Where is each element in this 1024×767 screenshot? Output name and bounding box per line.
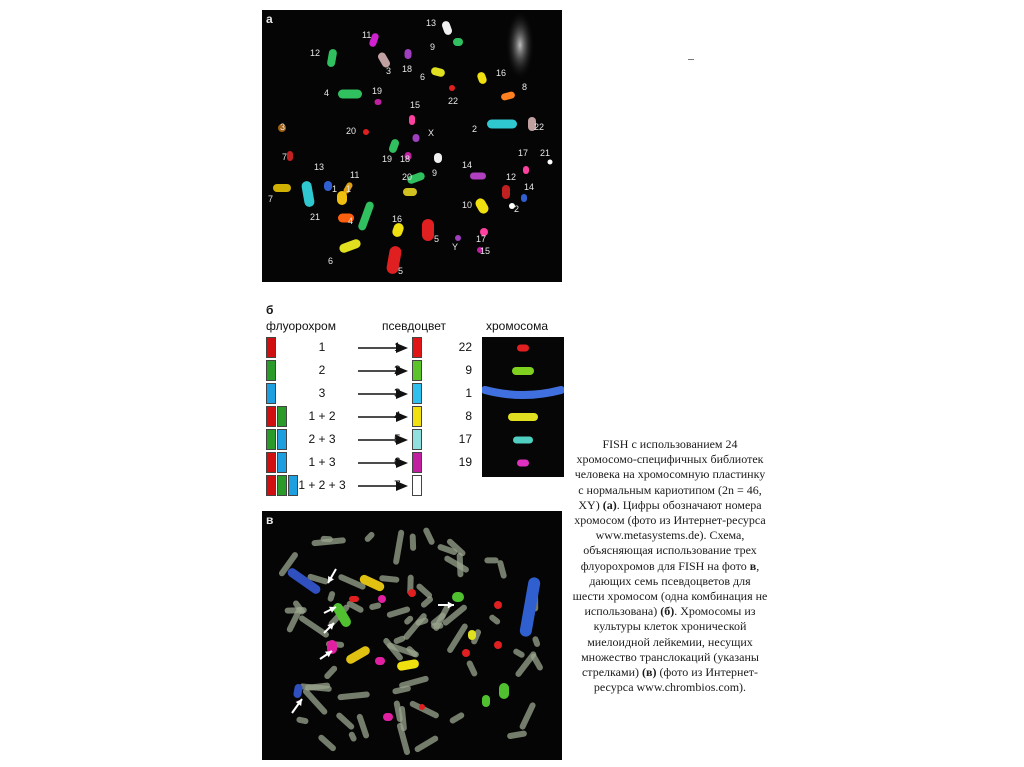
chromosome-mark bbox=[532, 635, 541, 647]
pseudocolor-swatch bbox=[412, 337, 422, 358]
fluorochrome-combination: 1 + 2 + 3 bbox=[298, 478, 346, 492]
header-fluorochrome: флуорохром bbox=[266, 319, 336, 333]
chromosome-mark bbox=[494, 601, 502, 609]
chromosome-mark bbox=[363, 531, 375, 544]
chromosome-number-label: 9 bbox=[432, 168, 438, 178]
chromosome-number-label: 1 bbox=[332, 184, 338, 194]
chromosome-number: 9 bbox=[465, 363, 472, 377]
chromosome-mark bbox=[449, 711, 466, 724]
chromosome-number-label: 3 bbox=[280, 122, 286, 132]
chromosome-number-label: 1 bbox=[346, 184, 352, 194]
pseudocolor-swatch bbox=[412, 452, 422, 473]
chromosome-number-label: 14 bbox=[524, 182, 535, 192]
chromosome-number-label: 17 bbox=[476, 234, 487, 244]
chromosome-mark bbox=[521, 194, 527, 202]
chromosome-number-label: 10 bbox=[462, 200, 473, 210]
chromosome-number-label: 2 bbox=[514, 204, 520, 214]
chromosome-mark bbox=[523, 166, 529, 174]
caption-part-4: . Хромосомы из культуры клеток хронической миелоидной лейкемии, несущих множество транслокаций (указаны стрелками) bbox=[581, 604, 759, 680]
pseudocolor-number: 3 bbox=[394, 386, 401, 400]
chromosome-mark bbox=[302, 687, 329, 716]
header-chromosome: хромосома bbox=[486, 319, 549, 333]
chromosome-number-label: 18 bbox=[402, 64, 413, 74]
chromosome-mark bbox=[430, 66, 446, 77]
chromosome-mark bbox=[488, 613, 501, 625]
chromosome-number-label: 7 bbox=[282, 152, 288, 162]
chromosome-number-label: 9 bbox=[430, 42, 436, 52]
caption-part-2: . Цифры обозначают номера хромосом (фото из Интернет-ресурса www.metasystems.de). Схема, объясняющая использование трех флуорохромов для FISH на фото bbox=[574, 497, 766, 573]
chromosome-mark bbox=[413, 134, 420, 142]
chromosome-mark bbox=[434, 153, 442, 163]
metaphase-photo-c bbox=[262, 511, 562, 760]
chromosome-mark bbox=[462, 649, 470, 657]
chromosome-mark bbox=[474, 197, 491, 216]
chromosome-mark bbox=[273, 184, 291, 192]
chromosome-mark bbox=[301, 180, 315, 207]
chromosome-mark bbox=[338, 90, 362, 99]
chromosome-mark bbox=[298, 614, 330, 638]
chromosome-mark bbox=[317, 733, 337, 752]
chromosome-number-label: 6 bbox=[420, 72, 426, 82]
chromosome-mark bbox=[293, 683, 303, 698]
chromosome-number-label: 13 bbox=[426, 18, 437, 28]
chromosome-mark bbox=[324, 181, 332, 191]
chromosome-mark bbox=[484, 557, 498, 563]
chromosome-mark bbox=[408, 589, 416, 597]
chromosome-mark bbox=[338, 238, 362, 254]
chromosome-number-label: 13 bbox=[314, 162, 325, 172]
chromosome-stack bbox=[482, 337, 564, 477]
chromosome-mark bbox=[519, 701, 537, 730]
chromosome-mark bbox=[455, 235, 461, 241]
panel-letter-a: а bbox=[266, 12, 273, 26]
chromosome-mark bbox=[487, 120, 517, 129]
chromosome-mark bbox=[422, 219, 434, 241]
chromosome-mark bbox=[344, 645, 371, 666]
chromosome-number-label: 6 bbox=[328, 256, 334, 266]
chromosome-mark bbox=[337, 691, 370, 700]
chromosome-mark bbox=[386, 606, 411, 619]
translocation-arrow-icon bbox=[324, 623, 334, 633]
chromosome-number-label: 7 bbox=[268, 194, 274, 204]
chromosome-mark bbox=[391, 222, 405, 239]
fluorochrome-combination: 1 bbox=[318, 340, 326, 354]
chromosome-mark bbox=[379, 575, 400, 583]
karyotype-photo-a bbox=[262, 10, 562, 282]
chromosome-mark bbox=[419, 704, 425, 710]
chromosome-mark bbox=[499, 683, 509, 699]
panel-letter-c: в bbox=[266, 513, 274, 527]
chromosome-number: 17 bbox=[458, 432, 472, 446]
fluorochrome-swatch bbox=[266, 429, 276, 450]
chromosome-mark bbox=[327, 590, 336, 602]
chromosome-mark bbox=[443, 555, 470, 574]
chromosome-mark bbox=[409, 700, 440, 719]
chromosome-mark bbox=[512, 648, 526, 659]
caption-part-5: (фото из Интернет-ресурса www.chrombios.com). bbox=[593, 665, 759, 695]
chromosome-mark bbox=[500, 91, 515, 101]
pseudocolor-number: 2 bbox=[394, 363, 401, 377]
chromosome-number-label: 11 bbox=[350, 170, 360, 180]
chromosome-number-label: 8 bbox=[522, 82, 528, 92]
chromosome-mark bbox=[285, 607, 307, 614]
pseudocolor-number: 4 bbox=[394, 409, 401, 423]
chromosome-mark bbox=[369, 602, 382, 611]
pseudocolor-number: 1 bbox=[394, 340, 401, 354]
chromosome-number-label: Y bbox=[452, 242, 459, 252]
chromosome-number: 8 bbox=[465, 409, 472, 423]
chromosome-number-label: 3 bbox=[386, 66, 392, 76]
chromosome-mark bbox=[530, 652, 544, 671]
pseudocolor-swatch bbox=[412, 406, 422, 427]
pseudocolor-swatch bbox=[412, 360, 422, 381]
chromosome-mark bbox=[403, 614, 415, 625]
chromosome-number-label: 4 bbox=[324, 88, 330, 98]
caption-ref-a: (а) bbox=[602, 497, 617, 512]
chromosome-mark bbox=[497, 559, 508, 579]
pseudocolor-number: 7 bbox=[394, 478, 401, 492]
chromosome-mark bbox=[296, 716, 309, 724]
chromosome-mark bbox=[512, 367, 534, 375]
fluorochrome-combination: 3 bbox=[318, 386, 326, 400]
chromosome-number-label: 22 bbox=[448, 96, 459, 106]
chromosome-mark bbox=[507, 730, 528, 739]
chromosome-mark bbox=[485, 390, 561, 395]
stray-mark bbox=[688, 59, 694, 60]
chromosome-mark bbox=[415, 582, 433, 599]
chromosome-mark bbox=[502, 185, 510, 199]
figure-caption bbox=[572, 437, 768, 695]
chromosome-number-label: 11 bbox=[362, 30, 372, 40]
fluorochrome-scheme bbox=[262, 295, 572, 505]
caption-part-1: FISH с использованием 24 хромосомо-специфичных библиотек человека на хромосомную пластинку с нормальным кариотипом (2n = 46, XY) bbox=[574, 437, 766, 512]
metaphase-spread-c bbox=[262, 511, 562, 760]
chromosome-number-label: 17 bbox=[518, 148, 529, 158]
chromosome-number-label: 14 bbox=[462, 160, 473, 170]
chromosome-mark bbox=[398, 675, 429, 689]
caption-ref-v: в bbox=[749, 558, 757, 573]
chromosome-number-label: 2 bbox=[472, 124, 478, 134]
chromosome-mark bbox=[326, 48, 337, 67]
chromosome-mark bbox=[388, 138, 400, 154]
translocation-arrow-icon bbox=[292, 699, 302, 713]
chromosome-number-label: 16 bbox=[496, 68, 507, 78]
fluorochrome-swatch bbox=[266, 406, 276, 427]
chromosome-mark bbox=[517, 460, 529, 467]
chromosome-mark bbox=[335, 711, 355, 730]
chromosome-mark bbox=[517, 345, 529, 352]
chromosome-number-label: 22 bbox=[534, 122, 545, 132]
karyotype-spread-a bbox=[262, 10, 562, 282]
pseudocolor-swatch bbox=[412, 475, 422, 496]
chromosome-number-label: 20 bbox=[402, 172, 413, 182]
chromosome-mark bbox=[470, 173, 486, 180]
fluorochrome-combination: 1 + 2 bbox=[308, 409, 336, 423]
chromosome-number-label: 19 bbox=[372, 86, 383, 96]
chromosome-mark bbox=[383, 713, 393, 721]
chromosome-mark bbox=[452, 592, 464, 602]
chromosome-number-label: 15 bbox=[410, 100, 421, 110]
chromosome-mark bbox=[403, 188, 417, 196]
caption-part-3: , дающих семь псевдоцветов для шести хромосом (одна комбинация не использована) bbox=[572, 558, 768, 619]
fluorochrome-combination: 2 bbox=[318, 363, 326, 377]
chromosome-number: 1 bbox=[465, 386, 472, 400]
chromosome-number-label: 21 bbox=[310, 212, 321, 222]
chromosome-mark bbox=[548, 160, 553, 165]
chromosome-number-label: 12 bbox=[310, 48, 321, 58]
fluorochrome-swatch bbox=[266, 475, 276, 496]
chromosome-number-label: X bbox=[428, 128, 435, 138]
chromosome-mark bbox=[482, 695, 490, 707]
panel-letter-b: б bbox=[266, 303, 274, 317]
chromosome-number-label: 12 bbox=[506, 172, 517, 182]
chromosome-mark bbox=[393, 529, 405, 565]
caption-ref-c: (в) bbox=[642, 665, 657, 680]
fluorochrome-combination: 1 + 3 bbox=[308, 455, 336, 469]
chromosome-mark bbox=[468, 630, 476, 640]
chromosome-mark bbox=[357, 201, 375, 232]
chromosome-mark bbox=[476, 71, 488, 85]
fluorochrome-swatch bbox=[266, 452, 276, 473]
chromosome-mark bbox=[348, 731, 358, 743]
header-pseudocolor: псевдоцвет bbox=[382, 319, 446, 333]
chromosome-number-label: 20 bbox=[346, 126, 357, 136]
chromosome-mark bbox=[431, 623, 443, 629]
chromosome-number-label: 18 bbox=[400, 154, 411, 164]
chromosome-mark bbox=[405, 49, 412, 59]
chromosome-mark bbox=[320, 536, 332, 543]
chromosome-mark bbox=[508, 413, 538, 421]
chromosome-mark bbox=[356, 713, 370, 739]
translocation-arrow-icon bbox=[328, 569, 336, 583]
chromosome-mark bbox=[378, 595, 386, 603]
chromosome-number-label: 15 bbox=[480, 246, 491, 256]
pseudocolor-swatch bbox=[412, 429, 422, 450]
chromosome-mark bbox=[422, 527, 435, 546]
chromosome-mark bbox=[449, 85, 455, 91]
chromosome-number-label: 21 bbox=[540, 148, 551, 158]
fluorochrome-combination: 2 + 3 bbox=[308, 432, 336, 446]
chromosome-number: 19 bbox=[458, 455, 472, 469]
chromosome-number-label: 4 bbox=[348, 216, 354, 226]
chromosome-number-label: 5 bbox=[434, 234, 440, 244]
chromosome-mark bbox=[414, 734, 440, 753]
chromosome-mark bbox=[410, 533, 417, 550]
fluorochrome-swatch bbox=[266, 337, 276, 358]
chromosome-mark bbox=[363, 129, 369, 135]
translocation-arrow-icon bbox=[320, 651, 332, 659]
pseudocolor-number: 6 bbox=[394, 455, 401, 469]
chromosome-mark bbox=[375, 657, 385, 665]
chromosome-number: 22 bbox=[458, 340, 472, 354]
fluorochrome-swatch bbox=[266, 383, 276, 404]
pseudocolor-swatch bbox=[412, 383, 422, 404]
chromosome-mark bbox=[466, 659, 479, 677]
chromosome-number-label: 5 bbox=[398, 266, 404, 276]
chromosome-mark bbox=[494, 641, 502, 649]
chromosome-mark bbox=[453, 38, 463, 46]
chromosome-number-label: 16 bbox=[392, 214, 403, 224]
chromosome-mark bbox=[323, 664, 338, 680]
fluorochrome-swatch bbox=[266, 360, 276, 381]
chromosome-mark bbox=[402, 612, 428, 641]
chromosome-mark bbox=[287, 151, 293, 161]
pseudocolor-number: 5 bbox=[394, 432, 401, 446]
chromosome-mark bbox=[513, 437, 533, 444]
chromosome-mark bbox=[375, 99, 382, 105]
chromosome-number-label: 19 bbox=[382, 154, 393, 164]
chromosome-mark bbox=[441, 20, 453, 36]
caption-ref-b: (б) bbox=[660, 604, 675, 619]
chromosome-mark bbox=[349, 596, 359, 602]
chromosome-mark bbox=[409, 115, 415, 125]
